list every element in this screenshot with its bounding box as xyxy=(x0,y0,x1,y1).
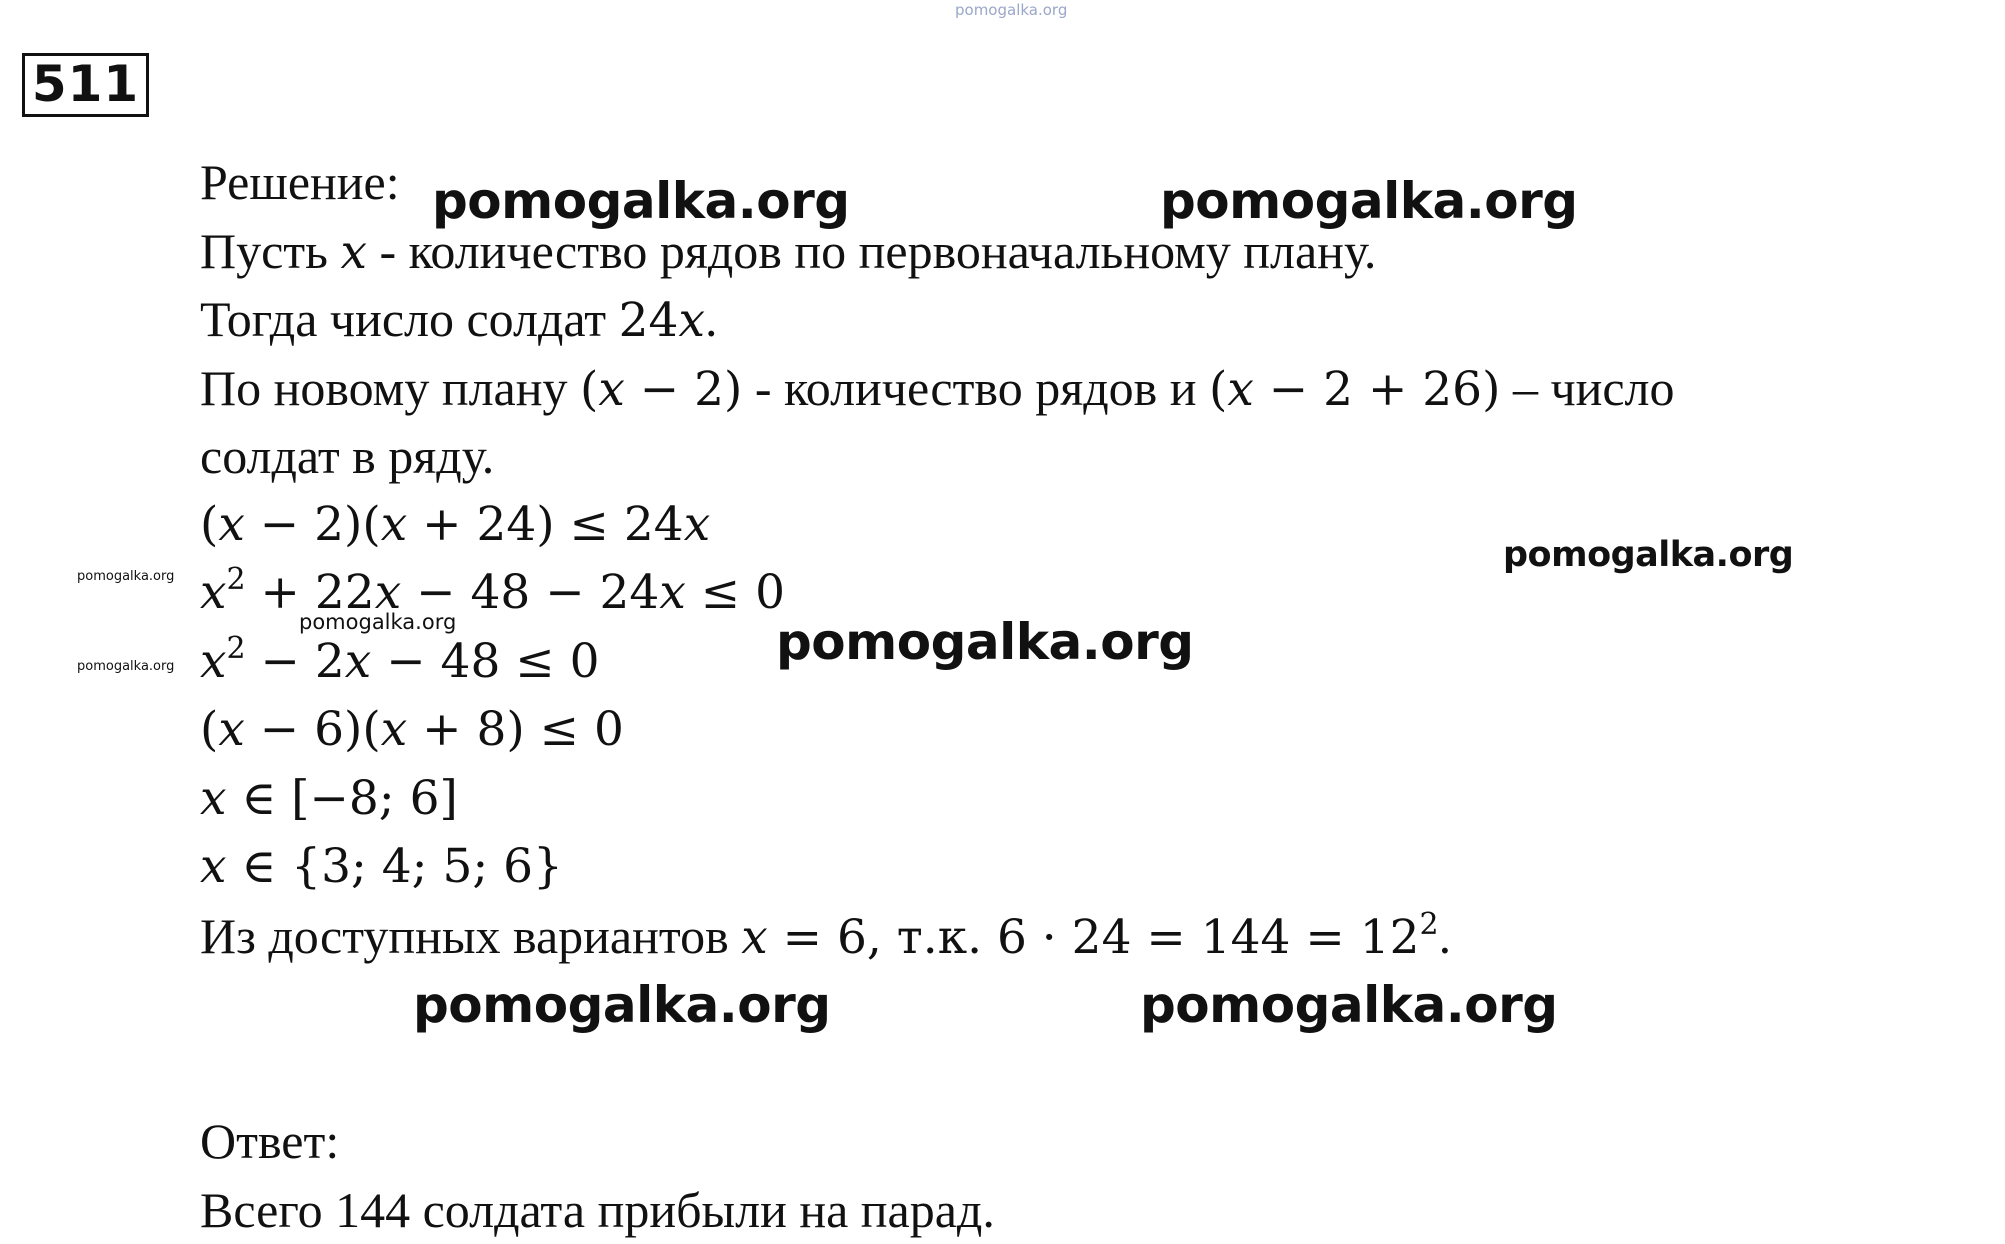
solution-line-3: По новому плану (x − 2) - количество рядов и (x − 2 + 26) – число xyxy=(200,354,1960,423)
equation-3: $x^2 - 2x - 48 \le 0$ xyxy=(200,628,1960,697)
equation-6: x ∈ {3; 4; 5; 6} xyxy=(200,833,1960,902)
solution-line-2: Тогда число солдат 24x. xyxy=(200,285,1960,354)
solution-line-1: Пусть x - количество рядов по первоначальному плану. xyxy=(200,217,1960,286)
watermark-small-mid: pomogalka.org xyxy=(299,610,456,634)
equation-1: (x − 2)(x + 24) ≤ 24x xyxy=(200,491,1960,560)
watermark-small-left-1: pomogalka.org xyxy=(77,569,174,584)
answer-label: Ответ: xyxy=(200,1107,1960,1176)
problem-number: 511 xyxy=(22,53,149,117)
equation-4: (x − 6)(x + 8) ≤ 0 xyxy=(200,696,1960,765)
watermark-big-2: pomogalka.org xyxy=(1160,172,1578,230)
watermark-mid-right: pomogalka.org xyxy=(1503,535,1793,575)
solution-line-4: солдат в ряду. xyxy=(200,422,1960,491)
solution-block xyxy=(200,148,1960,1244)
watermark-big-center: pomogalka.org xyxy=(776,613,1194,671)
answer-text: Всего 144 солдата прибыли на парад. xyxy=(200,1176,1960,1244)
conclusion-line: Из доступных вариантов x = 6, т.к. $6 \cdot 24 = 144 = 12^2$. xyxy=(200,902,1960,971)
watermark-bottom-1: pomogalka.org xyxy=(413,976,831,1034)
solution-heading: Решение: xyxy=(200,148,1960,217)
equation-2: $x^2 + 22x - 48 - 24x \le 0$ xyxy=(200,559,1960,628)
equation-5: x ∈ [−8; 6] xyxy=(200,765,1960,834)
watermark-big-1: pomogalka.org xyxy=(432,172,850,230)
watermark-top: pomogalka.org xyxy=(955,1,1067,19)
watermark-small-left-2: pomogalka.org xyxy=(77,659,174,674)
watermark-bottom-2: pomogalka.org xyxy=(1140,976,1558,1034)
